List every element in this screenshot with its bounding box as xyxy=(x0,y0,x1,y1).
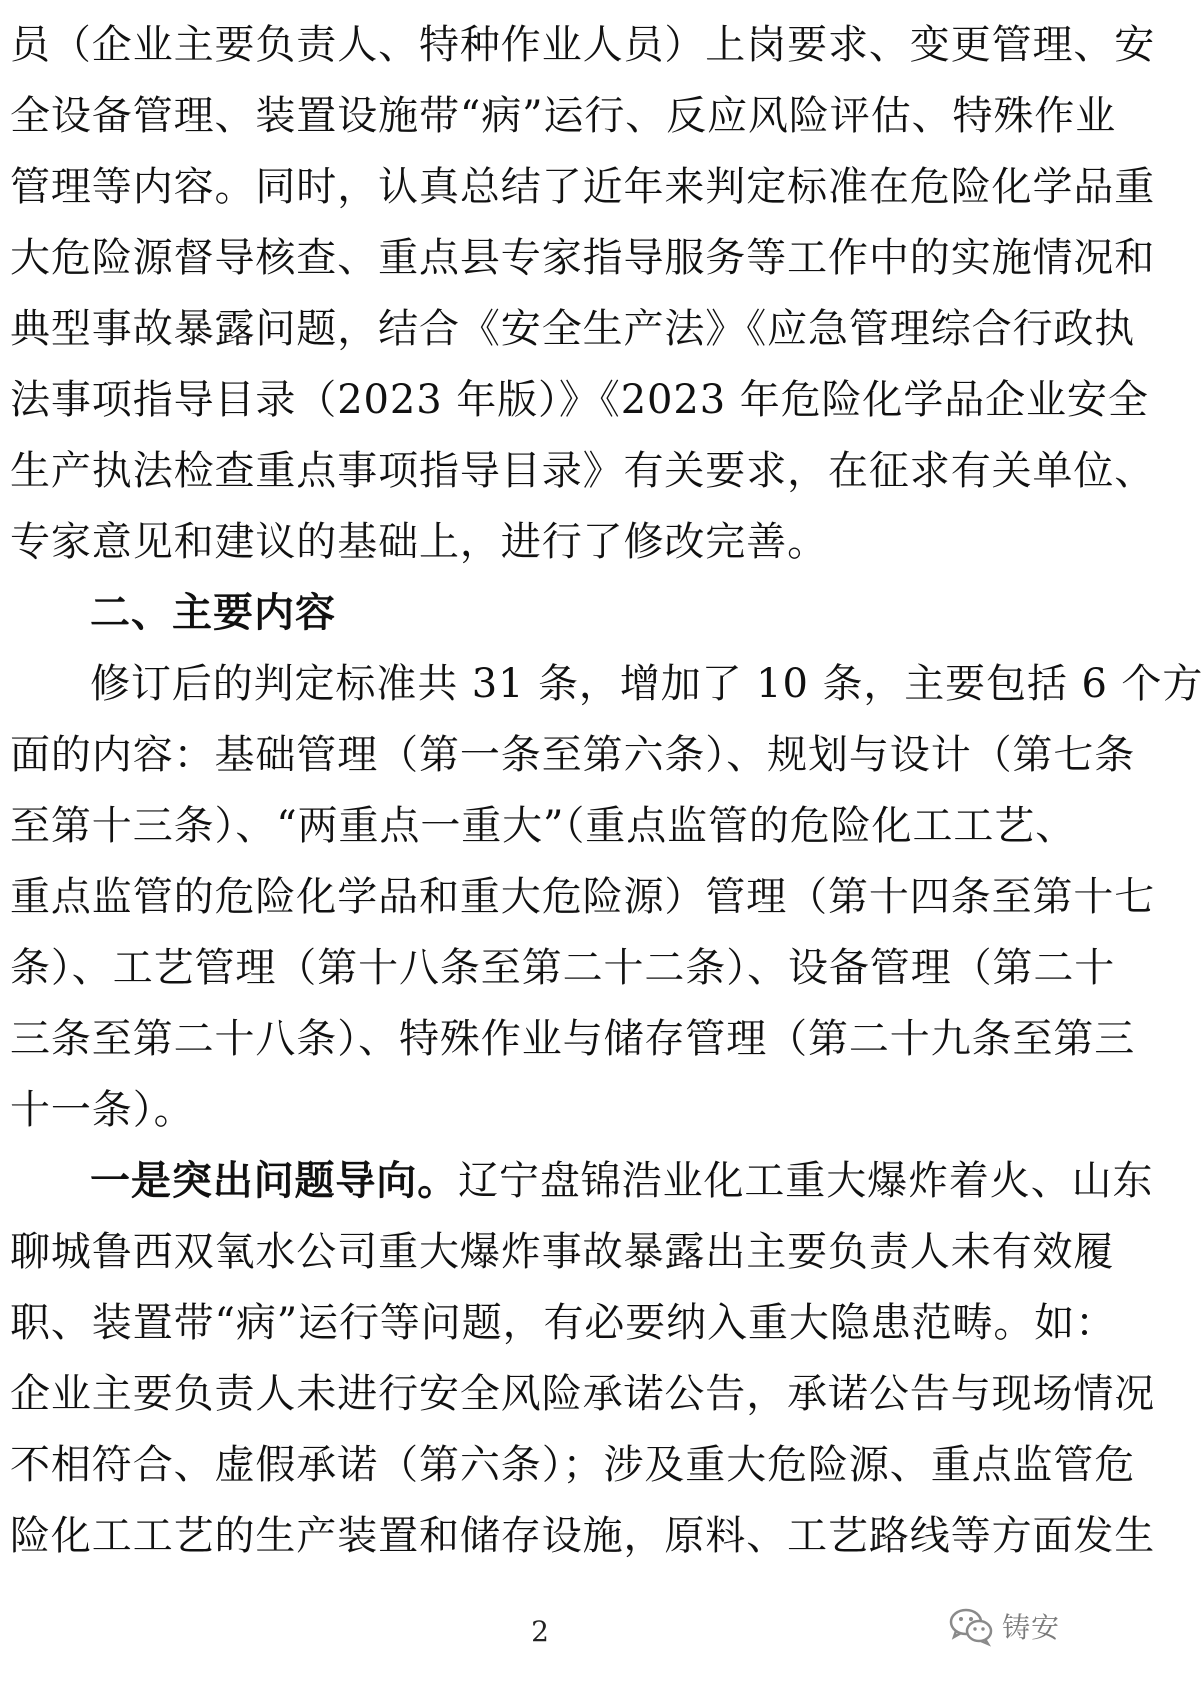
text-line: 不相符合、虚假承诺（第六条）；涉及重大危险源、重点监管危 xyxy=(10,1442,1136,1488)
section-heading-block xyxy=(10,578,1070,649)
text-line: 企业主要负责人未进行安全风险承诺公告，承诺公告与现场情况 xyxy=(10,1371,1156,1417)
page-number: 2 xyxy=(531,1615,549,1648)
text-line: 全设备管理、装置设施带“病”运行、反应风险评估、特殊作业 xyxy=(10,93,1117,139)
paragraph-problem-oriented xyxy=(10,1146,1156,1572)
text-line: 三条至第二十八条）、特殊作业与储存管理（第二十九条至第三 xyxy=(10,1016,1136,1062)
text-line: 条）、工艺管理（第十八条至第二十二条）、设备管理（第二十 xyxy=(10,945,1116,991)
text-line: 面的内容：基础管理（第一条至第六条）、规划与设计（第七条 xyxy=(10,732,1136,778)
text-line: 法事项指导目录（2023 年版）》《2023 年危险化学品企业安全 xyxy=(10,377,1149,423)
wechat-icon xyxy=(948,1606,994,1646)
text-line: 重点监管的危险化学品和重大危险源）管理（第十四条至第十七 xyxy=(10,874,1156,920)
text-line: 典型事故暴露问题，结合《安全生产法》《应急管理综合行政执 xyxy=(10,306,1136,352)
text-line: 职、装置带“病”运行等问题，有必要纳入重大隐患范畴。如： xyxy=(10,1300,1117,1346)
text-line xyxy=(10,1146,1154,1217)
bold-lead-text: 一是突出问题导向。 xyxy=(90,1158,459,1204)
text-line: 管理等内容。同时，认真总结了近年来判定标准在危险化学品重 xyxy=(10,164,1156,210)
text-line: 专家意见和建议的基础上，进行了修改完善。 xyxy=(10,519,828,565)
text-line: 聊城鲁西双氧水公司重大爆炸事故暴露出主要负责人未有效履 xyxy=(10,1229,1115,1275)
section-heading: 二、主要内容 xyxy=(90,590,336,636)
paragraph-main-content xyxy=(10,649,1203,1146)
text-span: 辽宁盘锦浩业化工重大爆炸着火、山东 xyxy=(458,1158,1154,1204)
watermark-text: 铸安 xyxy=(1001,1611,1060,1644)
text-line: 十一条）。 xyxy=(10,1087,195,1133)
text-line: 修订后的判定标准共 31 条，增加了 10 条，主要包括 6 个方 xyxy=(90,661,1203,707)
text-line: 大危险源督导核查、重点县专家指导服务等工作中的实施情况和 xyxy=(10,235,1156,281)
watermark xyxy=(948,1600,1060,1652)
text-line: 险化工工艺的生产装置和储存设施，原料、工艺路线等方面发生 xyxy=(10,1513,1156,1559)
text-line: 生产执法检查重点事项指导目录》有关要求，在征求有关单位、 xyxy=(10,448,1156,494)
text-line: 至第十三条）、“两重点一重大”（重点监管的危险化工工艺、 xyxy=(10,803,1077,849)
text-line: 员（企业主要负责人、特种作业人员）上岗要求、变更管理、安 xyxy=(10,22,1156,68)
paragraph-intro-continued xyxy=(10,10,1156,578)
